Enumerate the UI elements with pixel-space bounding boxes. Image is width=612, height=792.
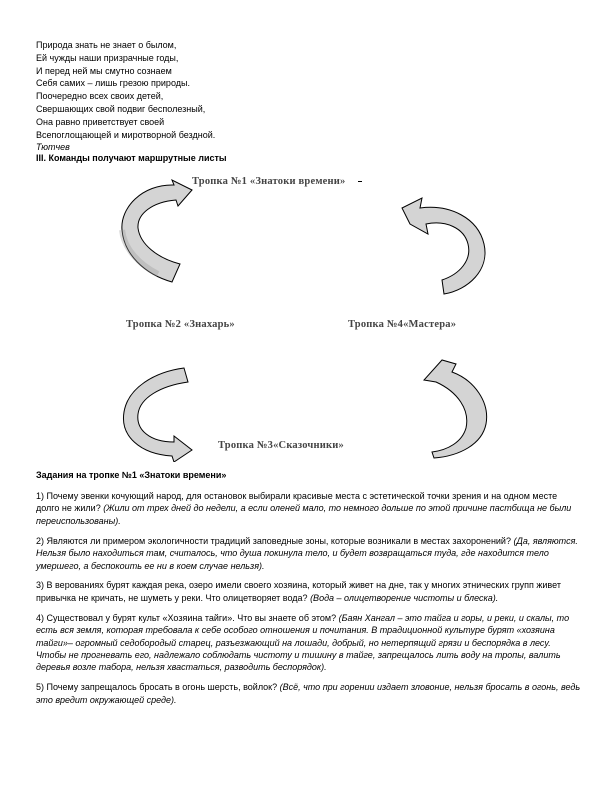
route-label-1: Тропка №1 «Знатоки времени» [192,176,346,187]
curved-arrow-icon [116,364,196,462]
task-answer: (Да, являются. Нельзя было находиться там, считалось, что душа покинула тело, и будет возвращаться туда, где находится тело умершего, а беспокоить ее ни в коем случае нельзя). [36,535,578,571]
poem-line: Всепоглощающей и миротворной бездной. [36,129,216,140]
task-question: 2) Являются ли примером экологичности традиций заповедные зоны, которые возникали в местах захоронений? [36,535,514,546]
label-dash [358,181,362,182]
task-item [36,579,581,604]
task-answer: (Баян Хангал – это тайга и горы, и реки, и скалы, то есть вся земля, которая требовала к себе особого отношения и почитания. В традиционной культуре бурят «хозяина тайги»– огромный седобородый старец, разъезжающий на лошади, добрый, но нетерпящий грязи и беспорядка в лесу. Чтобы не прогневать его, надлежало соблюдать чистоту и тишину в тайге, запрещалось лить воду на тропы, валить деревья возле табора, нельзя хвастаться, разводить беспорядок). [36,612,570,673]
task-question: 3) В верованиях бурят каждая река, озеро имели своего хозяина, который живет на дне, так у многих этнических групп живет привычка не кричать, не шуметь у реки. Что олицетворяет вода? [36,580,561,603]
tasks-list [36,490,581,714]
task-answer: (Вода – олицетворение чистоты и блеска). [310,592,499,603]
task-question: 5) Почему запрещалось бросать в огонь шерсть, войлок? [36,682,280,693]
task-answer: (Всё, что при горении издает зловоние, нельзя бросать в огонь, ведь это вредит окружающей среде). [36,682,581,705]
task-item [36,681,581,706]
task-item [36,612,581,674]
poem-line: Свершающих свой подвиг бесполезный, [36,103,206,114]
poem-author: Тютчев [36,142,70,153]
poem-line: Себя самих – лишь грезою природы. [36,78,190,89]
task-item [36,490,581,527]
route-label-2: Тропка №2 «Знахарь» [126,319,235,330]
poem-line: Поочередно всех своих детей, [36,91,164,102]
task-answer: (Жили от трех дней до недели, а если оленей мало, то немного дольше по этой причине пастбища не были переиспользованы). [36,503,572,526]
route-label-3: Тропка №3«Сказочники» [218,440,344,451]
task-item [36,535,581,572]
poem-line: Природа знать не знает о былом, [36,40,177,50]
tasks-heading: Задания на тропке №1 «Знатоки времени» [36,470,227,480]
section-heading: III. Команды получают маршрутные листы [36,153,227,163]
poem-line: Ей чужды наши призрачные годы, [36,52,179,63]
curved-arrow-icon [412,358,494,460]
poem [36,39,215,154]
curved-arrow-icon [112,178,194,288]
task-question: 4) Существовал у бурят культ «Хозяина тайги». Что вы знаете об этом? [36,612,339,623]
curved-arrow-icon [400,186,495,296]
task-question: 1) Почему эвенки кочующий народ, для остановок выбирали красивые места с эстетической точки зрения и на одном месте долго не жили? [36,491,558,514]
poem-line: Она равно приветствует своей [36,116,165,127]
route-label-4: Тропка №4«Мастера» [348,319,457,330]
poem-line: И перед ней мы смутно сознаем [36,65,172,76]
